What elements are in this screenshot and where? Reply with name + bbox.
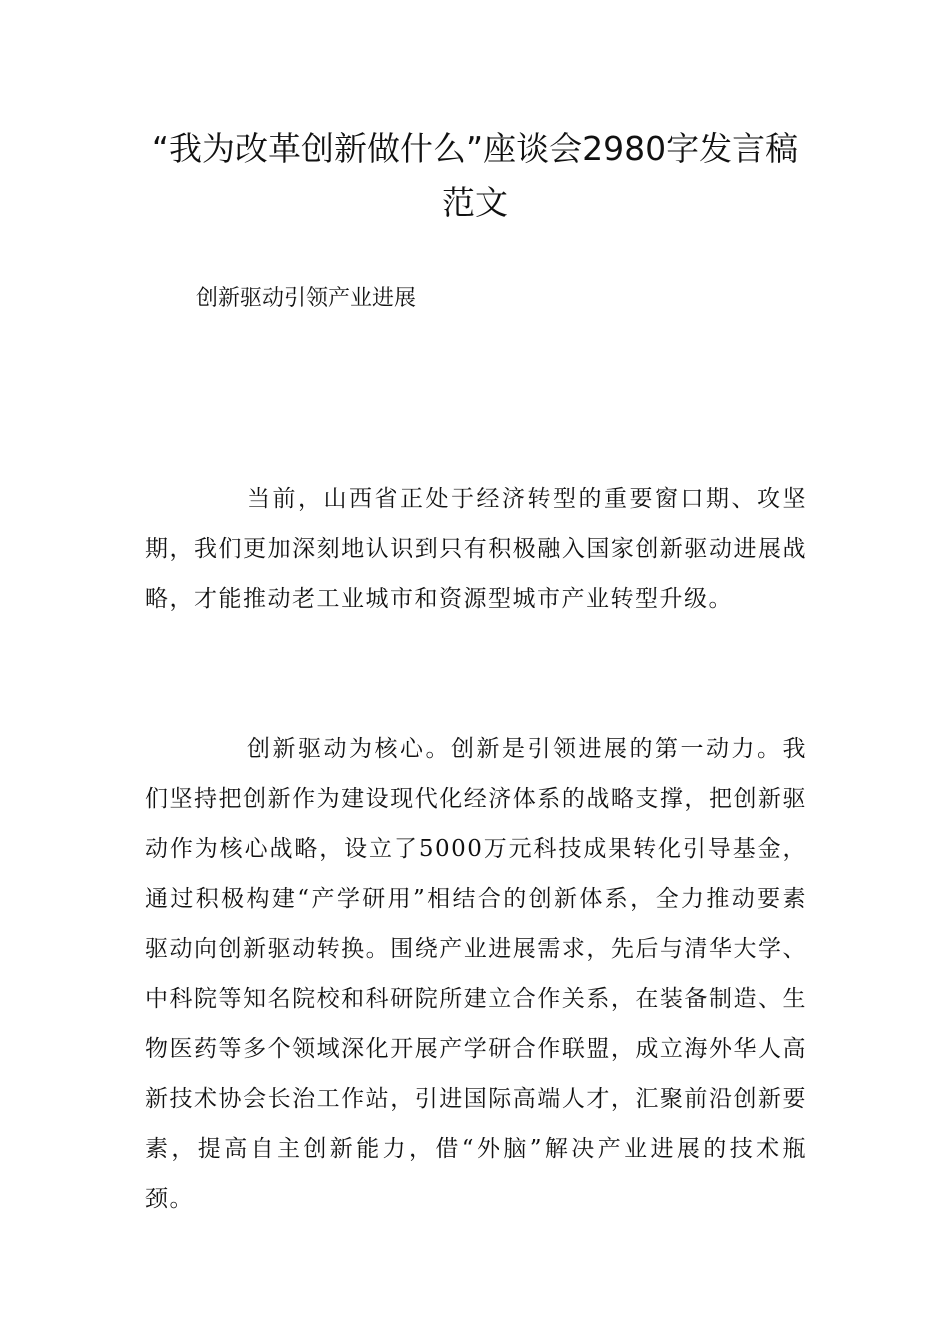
paragraph-1: 当前，山西省正处于经济转型的重要窗口期、攻坚期，我们更加深刻地认识到只有积极融入国家创新驱动进展战略，才能推动老工业城市和资源型城市产业转型升级。 [145, 486, 807, 612]
document-title: “我为改革创新做什么”座谈会2980字发言稿范文 [151, 129, 799, 222]
paragraph-2: 创新驱动为核心。创新是引领进展的第一动力。我们坚持把创新作为建设现代化经济体系的战略支撑，把创新驱动作为核心战略，设立了5000万元科技成果转化引导基金，通过积极构建“产学研用”相结合的创新体系，全力推动要素驱动向创新驱动转换。围绕产业进展需求，先后与清华大学、中科院等知名院校和科研院所建立合作关系，在装备制造、生物医药等多个领域深化开展产学研合作联盟，成立海外华人高新技术协会长治工作站，引进国际高端人才，汇聚前沿创新要素，提高自主创新能力，借“外脑”解决产业进展的技术瓶颈。 [145, 736, 807, 1212]
document-subtitle: 创新驱动引领产业进展 [196, 286, 417, 311]
